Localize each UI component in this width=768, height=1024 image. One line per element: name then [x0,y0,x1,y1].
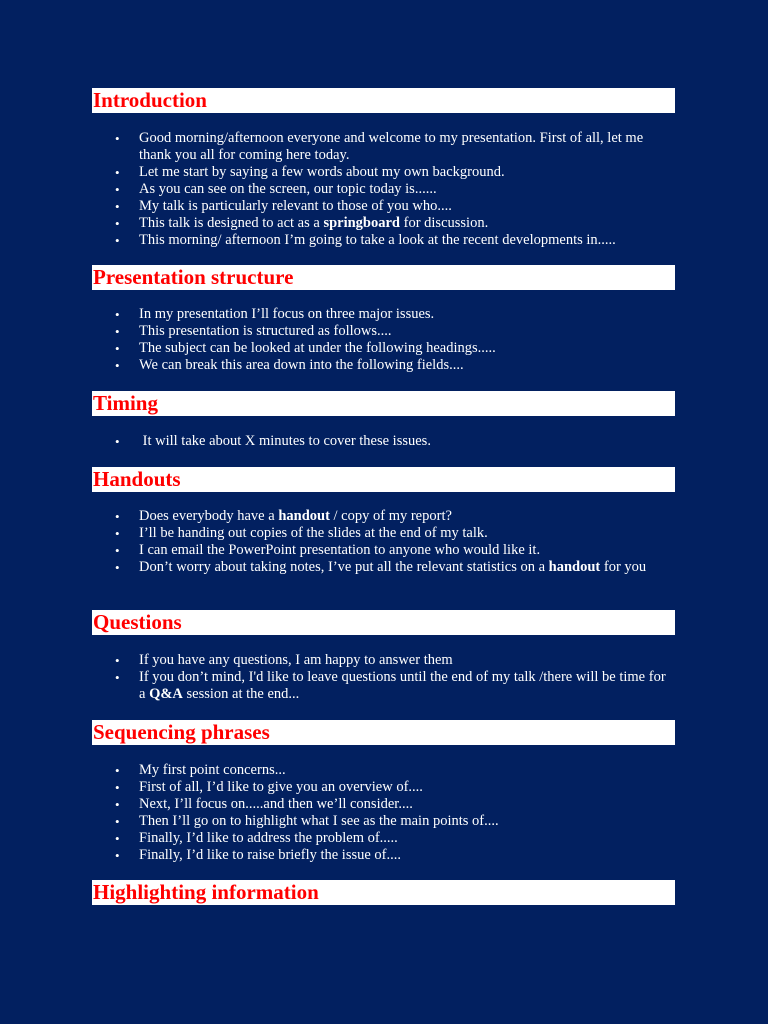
list-item: • Does everybody have a handout / copy of my report? [0,508,675,525]
list-introduction [0,130,675,249]
list-sequencing-phrases [0,762,675,864]
list-item: • If you have any questions, I am happy to answer them [0,652,675,669]
list-item: • As you can see on the screen, our topic today is...... [0,181,675,198]
list-item: • If you don’t mind, I'd like to leave questions until the end of my talk /there will be time for a Q&A session at the end... [0,669,675,703]
list-item: • I’ll be handing out copies of the slides at the end of my talk. [0,525,675,542]
list-item: • This talk is designed to act as a springboard for discussion. [0,215,675,232]
list-item: • We can break this area down into the following fields.... [0,357,675,374]
list-item: • The subject can be looked at under the following headings..... [0,340,675,357]
list-item: • Let me start by saying a few words about my own background. [0,164,675,181]
list-item: • Don’t worry about taking notes, I’ve put all the relevant statistics on a handout for you [0,559,675,576]
list-item: • This presentation is structured as follows.... [0,323,675,340]
heading-sequencing-phrases: Sequencing phrases [92,720,675,745]
bold-term: Q&A [149,686,183,702]
heading-timing: Timing [92,391,675,416]
list-item: • My first point concerns... [0,762,675,779]
bold-term: handout [548,559,601,575]
list-item: • This morning/ afternoon I’m going to take a look at the recent developments in..... [0,232,675,249]
list-item: • Finally, I’d like to address the problem of..... [0,830,675,847]
list-item: • In my presentation I’ll focus on three major issues. [0,306,675,323]
list-timing [0,433,675,450]
list-item: • My talk is particularly relevant to those of you who.... [0,198,675,215]
list-questions [0,652,675,703]
list-item: • Finally, I’d like to raise briefly the issue of.... [0,847,675,864]
heading-handouts: Handouts [92,467,675,492]
list-item: • Next, I’ll focus on.....and then we’ll consider.... [0,796,675,813]
heading-highlighting-information: Highlighting information [92,880,675,905]
list-item: • Then I’ll go on to highlight what I see as the main points of.... [0,813,675,830]
heading-introduction: Introduction [92,88,675,113]
list-handouts [0,508,675,576]
list-item: • I can email the PowerPoint presentation to anyone who would like it. [0,542,675,559]
bold-term: springboard [323,215,400,231]
list-item: • Good morning/afternoon everyone and welcome to my presentation. First of all, let me thank you all for coming here today. [0,130,675,164]
list-presentation-structure [0,306,675,374]
bold-term: handout [278,508,330,524]
list-item: • It will take about X minutes to cover these issues. [0,433,675,450]
list-item: • First of all, I’d like to give you an overview of.... [0,779,675,796]
heading-questions: Questions [92,610,675,635]
heading-presentation-structure: Presentation structure [92,265,675,290]
